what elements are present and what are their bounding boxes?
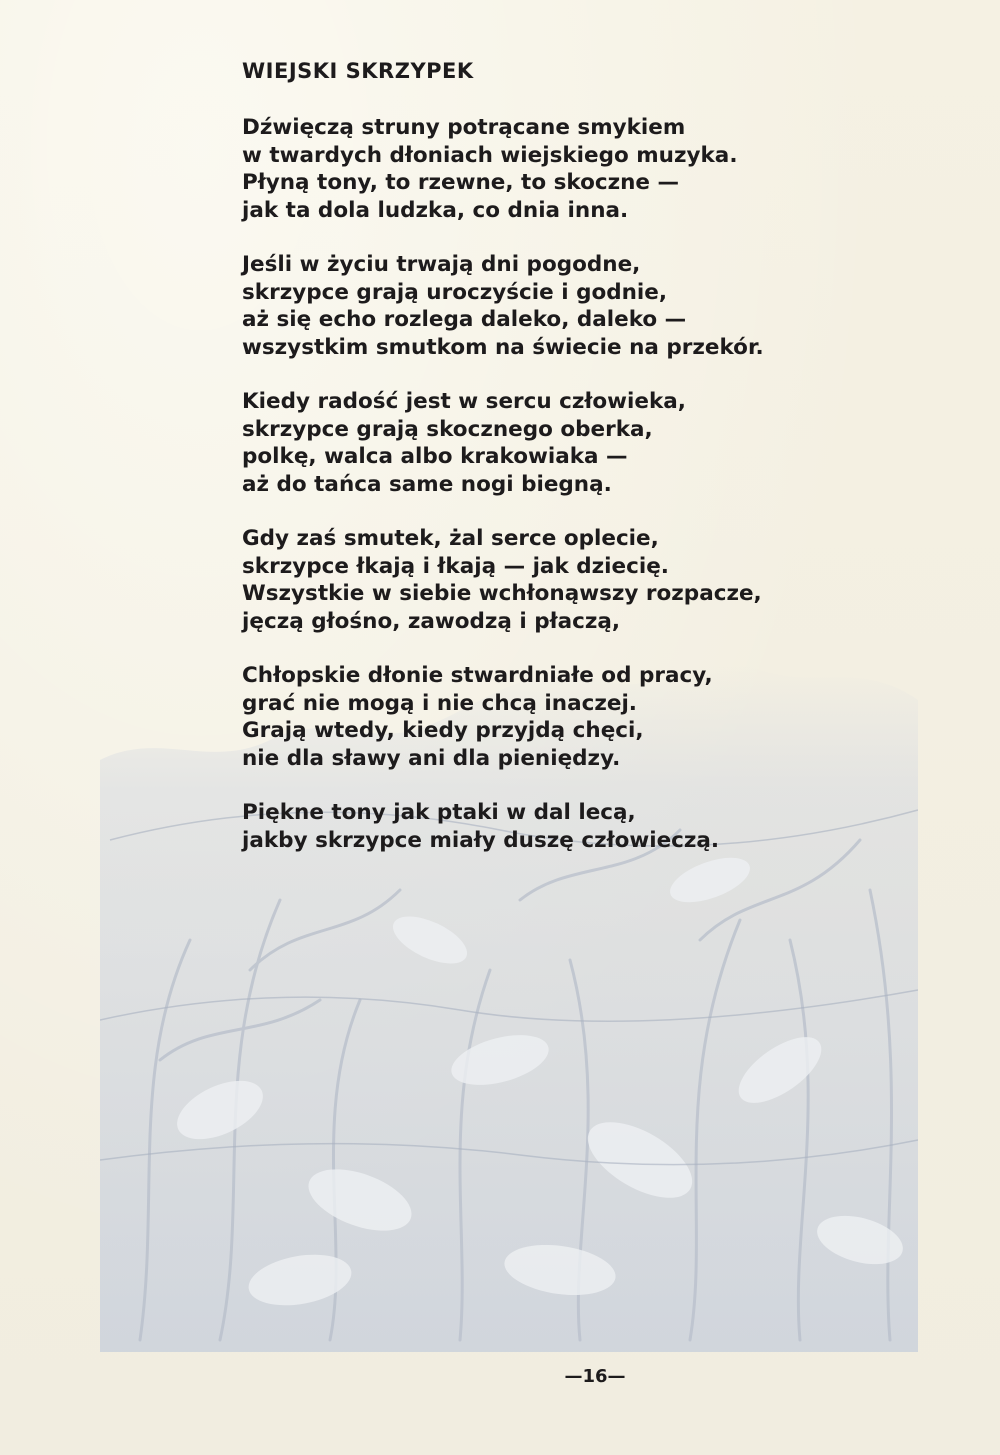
page-number: —16— bbox=[564, 1366, 626, 1387]
verse-line: Gdy zaś smutek, żal serce oplecie, bbox=[242, 526, 659, 551]
verse-line: Chłopskie dłonie stwardniałe od pracy, bbox=[242, 663, 713, 688]
verse-line: Grają wtedy, kiedy przyjdą chęci, bbox=[242, 718, 644, 743]
verse-line: w twardych dłoniach wiejskiego muzyka. bbox=[242, 142, 738, 168]
poem-title: WIEJSKI SKRZYPEK bbox=[242, 59, 474, 83]
verse-line: Wszystkie w siebie wchłonąwszy rozpacze, bbox=[242, 581, 762, 606]
poem bbox=[242, 58, 802, 881]
verse-line: skrzypce grają uroczyście i godnie, bbox=[242, 279, 668, 305]
stanza-6 bbox=[242, 799, 802, 854]
verse-line: Jeśli w życiu trwają dni pogodne, bbox=[242, 252, 641, 277]
verse-line: grać nie mogą i nie chcą inaczej. bbox=[242, 690, 637, 716]
verse-line: skrzypce łkają i łkają — jak dziecię. bbox=[242, 553, 669, 579]
verse-line: aż się echo rozlega daleko, daleko — bbox=[242, 307, 687, 332]
verse-line: jak ta dola ludzka, co dnia inna. bbox=[242, 197, 629, 223]
verse-line: skrzypce grają skocznego oberka, bbox=[242, 416, 653, 442]
verse-line: Piękne tony jak ptaki w dal lecą, bbox=[242, 800, 636, 825]
stanza-4 bbox=[242, 525, 802, 635]
stanza-5 bbox=[242, 662, 802, 772]
verse-line: polkę, walca albo krakowiaka — bbox=[242, 444, 628, 469]
verse-line: jakby skrzypce miały duszę człowieczą. bbox=[242, 827, 720, 853]
verse-line: Płyną tony, to rzewne, to skoczne — bbox=[242, 170, 679, 195]
verse-line: nie dla sławy ani dla pieniędzy. bbox=[242, 745, 621, 771]
stanza-2 bbox=[242, 251, 802, 361]
stanza-3 bbox=[242, 388, 802, 498]
stanza-1 bbox=[242, 114, 802, 224]
verse-line: jęczą głośno, zawodzą i płaczą, bbox=[242, 608, 621, 634]
verse-line: Kiedy radość jest w sercu człowieka, bbox=[242, 389, 686, 414]
verse-line: Dźwięczą struny potrącane smykiem bbox=[242, 115, 686, 140]
verse-line: wszystkim smutkom na świecie na przekór. bbox=[242, 334, 764, 360]
verse-line: aż do tańca same nogi biegną. bbox=[242, 471, 612, 497]
